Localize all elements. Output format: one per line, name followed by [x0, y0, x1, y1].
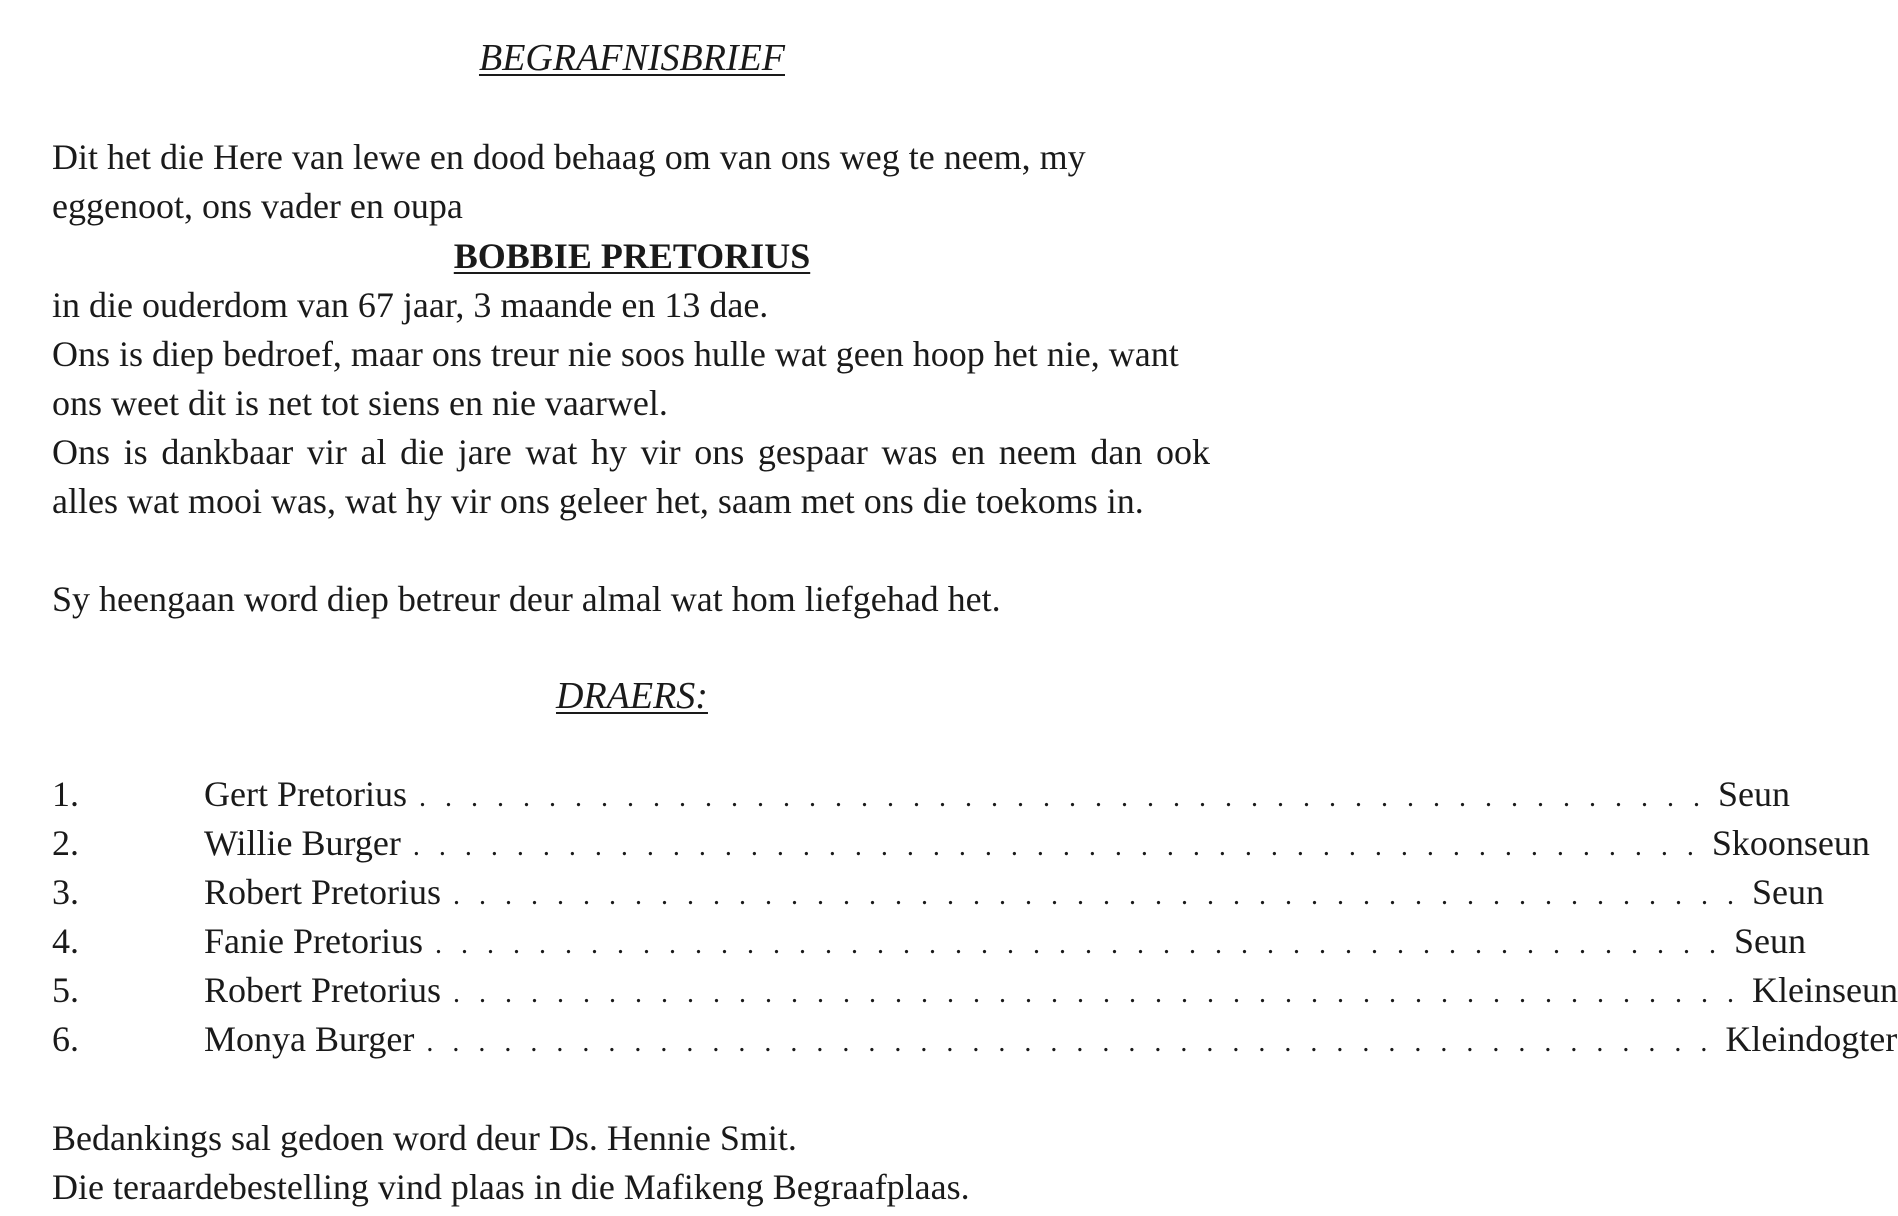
bearer-number: 6. — [52, 1019, 79, 1059]
bearer-relation: Seun — [1733, 921, 1806, 961]
bearer-number: 2. — [52, 823, 79, 863]
bearer-name: Willie Burger — [204, 823, 401, 863]
bearer-name: Robert Pretorius — [204, 970, 441, 1010]
bearer-row — [52, 966, 1898, 1015]
bearer-number: 1. — [52, 774, 79, 814]
gratitude-paragraph: Ons is dankbaar vir al die jare wat hy vir ons gespaar was en neem dan ook alles wat mooi was, wat hy vir ons geleer het, saam met ons die toekoms in. — [52, 432, 1210, 521]
bearer-name: Fanie Pretorius — [204, 921, 423, 961]
dot-leader: . . . . . . . . . . . . . . . . . . . . . . . . . . . . . . . . . . . . . . . . . . . . . . . . . . — [418, 782, 1706, 813]
dot-leader: . . . . . . . . . . . . . . . . . . . . . . . . . . . . . . . . . . . . . . . . . . . . . . . . . . — [452, 880, 1740, 911]
closing-thanks-line: Bedankings sal gedoen word deur Ds. Hennie Smit. — [52, 1118, 797, 1158]
bearer-relation: Kleinseun — [1751, 970, 1898, 1010]
dot-leader: . . . . . . . . . . . . . . . . . . . . . . . . . . . . . . . . . . . . . . . . . . . . . . . . . . — [412, 831, 1700, 862]
bearer-row — [52, 819, 1870, 868]
bearers-list — [52, 770, 1898, 1064]
bearer-number: 3. — [52, 872, 79, 912]
intro-paragraph: Dit het die Here van lewe en dood behaag om van ons weg te neem, my eggenoot, ons vader en oupa — [52, 137, 1086, 226]
bearer-number: 4. — [52, 921, 79, 961]
document-title: BEGRAFNISBRIEF — [478, 37, 785, 79]
bearer-number: 5. — [52, 970, 79, 1010]
grief-paragraph: Ons is diep bedroef, maar ons treur nie soos hulle wat geen hoop het nie, want ons weet dit is net tot siens en nie vaarwel. — [52, 334, 1179, 423]
bearer-row — [52, 917, 1806, 966]
dot-leader: . . . . . . . . . . . . . . . . . . . . . . . . . . . . . . . . . . . . . . . . . . . . . . . . . . — [434, 929, 1722, 960]
burial-location-line: Die teraardebestelling vind plaas in die Mafikeng Begraafplaas. — [52, 1167, 970, 1207]
bearer-relation: Kleindogter — [1725, 1019, 1898, 1059]
bearer-name: Gert Pretorius — [204, 774, 407, 814]
bearer-relation: Seun — [1717, 774, 1790, 814]
age-line: in die ouderdom van 67 jaar, 3 maande en 13 dae. — [52, 285, 769, 325]
bearer-row — [52, 770, 1790, 819]
mourning-line: Sy heengaan word diep betreur deur almal wat hom liefgehad het. — [52, 579, 1001, 619]
bearer-name: Robert Pretorius — [204, 872, 441, 912]
bearer-row — [52, 1015, 1898, 1064]
bearer-relation: Skoonseun — [1711, 823, 1870, 863]
bearer-relation: Seun — [1751, 872, 1824, 912]
deceased-name: BOBBIE PRETORIUS — [453, 236, 811, 276]
dot-leader: . . . . . . . . . . . . . . . . . . . . . . . . . . . . . . . . . . . . . . . . . . . . . . . . . . — [426, 1027, 1714, 1058]
dot-leader: . . . . . . . . . . . . . . . . . . . . . . . . . . . . . . . . . . . . . . . . . . . . . . . . . . — [452, 978, 1740, 1009]
bearer-row — [52, 868, 1824, 917]
bearer-name: Monya Burger — [204, 1019, 415, 1059]
bearers-heading: DRAERS: — [556, 675, 708, 717]
